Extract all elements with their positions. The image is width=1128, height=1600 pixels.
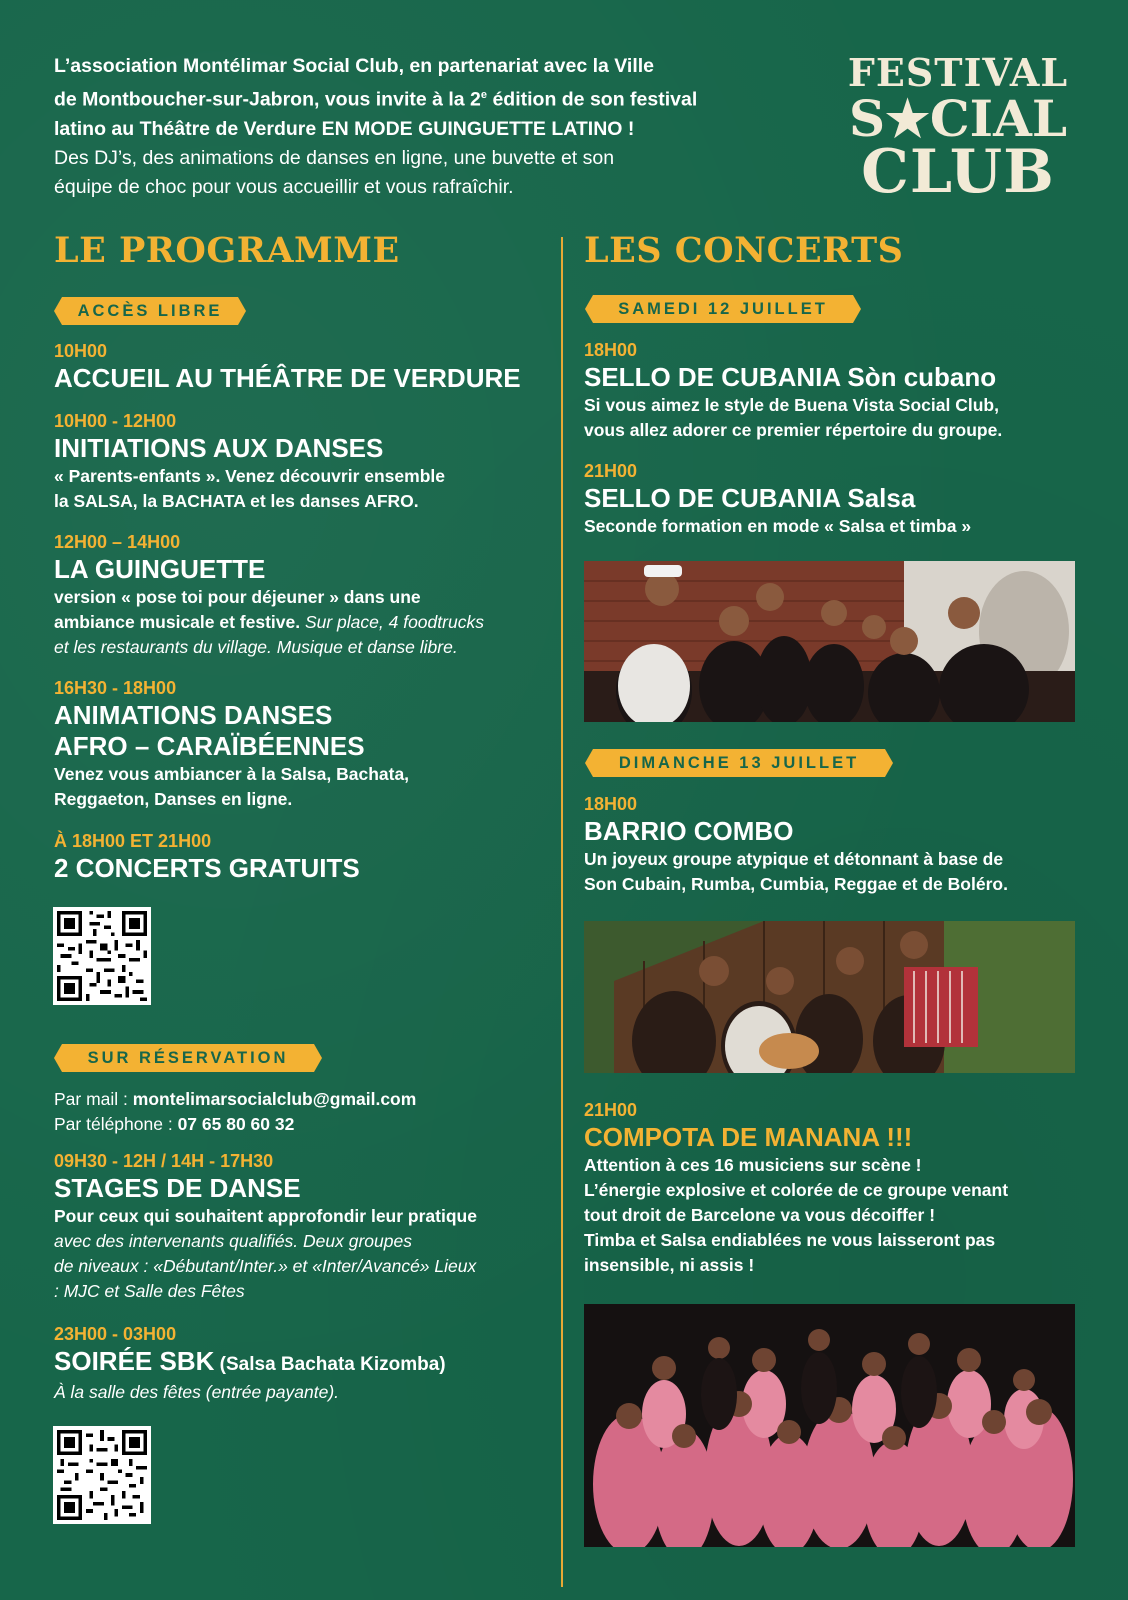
intro-line-3: latino au Théâtre de Verdure EN MODE GUINGUETTE LATINO ! <box>54 117 635 140</box>
item-desc-2: la SALSA, la BACHATA et les danses AFRO. <box>54 491 419 511</box>
item-desc-2-italic: Sur place, 4 foodtrucks <box>300 612 484 632</box>
concert-title: COMPOTA DE MANANA !!! <box>584 1122 913 1152</box>
item-desc-3-italic: et les restaurants du village. Musique et danse libre. <box>54 637 458 657</box>
ribbon-sur-reservation: SUR RÉSERVATION <box>62 1044 314 1072</box>
item-desc-3 <box>54 1254 477 1279</box>
item-desc-1: Venez vous ambiancer à la Salsa, Bachata, <box>54 764 410 784</box>
item-desc-1 <box>54 1380 446 1405</box>
concert-sello-salsa <box>584 459 971 539</box>
concert-desc-1: Attention à ces 16 musiciens sur scène ! <box>584 1155 922 1175</box>
item-desc-4 <box>54 1279 477 1304</box>
concert-title: BARRIO COMBO <box>584 816 794 846</box>
qr-code-reservation[interactable] <box>53 1426 151 1524</box>
concert-desc-1: Si vous aimez le style de Buena Vista Social Club, <box>584 395 999 415</box>
item-desc-4-italic: : MJC et Salle des Fêtes <box>54 1281 245 1301</box>
logo-line-1: FESTIVAL <box>847 50 1069 95</box>
concert-desc-2: L’énergie explosive et colorée de ce groupe venant <box>584 1180 1009 1200</box>
concert-barrio-combo <box>584 792 1008 897</box>
logo-line-3: CLUB <box>861 137 1055 207</box>
item-title-2: AFRO – CARAÏBÉENNES <box>54 731 365 761</box>
intro-line-1: L’association Montélimar Social Club, en partenariat avec la Ville <box>54 55 655 77</box>
contact-mail-label: Par mail : <box>54 1089 133 1109</box>
logo-line-2b: CIAL <box>929 89 1068 148</box>
contact-phone-line <box>54 1112 416 1137</box>
programme-item-stages <box>54 1149 477 1304</box>
band-photo-graphic <box>584 1304 1075 1547</box>
intro-line-4: Des DJ’s, des animations de danses en ligne, une buvette et son <box>54 146 615 169</box>
concert-desc-2: Son Cubain, Rumba, Cumbia, Reggae et de Boléro. <box>584 874 1008 894</box>
concert-title: SELLO DE CUBANIA Sòn cubano <box>584 362 997 392</box>
item-time: 09H30 - 12H / 14H - 17H30 <box>54 1151 274 1171</box>
item-title-small: (Salsa Bachata Kizomba) <box>214 1354 446 1375</box>
item-time: À 18H00 ET 21H00 <box>54 831 212 851</box>
concert-compota <box>584 1098 1008 1278</box>
intro-text <box>54 52 747 202</box>
concert-desc-4: Timba et Salsa endiablées ne vous laisseront pas <box>584 1230 996 1250</box>
photo-compota-de-manana <box>584 1304 1075 1547</box>
item-desc-1: « Parents-enfants ». Venez découvrir ensemble <box>54 466 445 486</box>
concert-time: 21H00 <box>584 1100 638 1120</box>
ribbon-acces-libre: ACCÈS LIBRE <box>62 297 238 325</box>
contact-mail-line <box>54 1087 416 1112</box>
concert-sello-son <box>584 338 1002 443</box>
item-title: STAGES DE DANSE <box>54 1173 301 1203</box>
item-desc-2-bold: ambiance musicale et festive. <box>54 612 301 632</box>
item-title: 2 CONCERTS GRATUITS <box>54 853 360 883</box>
concert-desc-5: insensible, ni assis ! <box>584 1255 755 1275</box>
programme-item-concerts <box>54 829 360 884</box>
concerts-title: LES CONCERTS <box>584 230 904 271</box>
intro-line-5: équipe de choc pour vous accueillir et vous rafraîchir. <box>54 175 514 198</box>
item-title-main: SOIRÉE SBK <box>54 1346 215 1376</box>
concert-title: SELLO DE CUBANIA Salsa <box>584 483 916 513</box>
item-title-1: ANIMATIONS DANSES <box>54 700 333 730</box>
photo-sello-de-cubania <box>584 561 1075 722</box>
programme-item-sbk <box>54 1322 446 1405</box>
item-desc-3 <box>54 635 484 660</box>
qr-code-graphic <box>57 911 147 1001</box>
item-time: 10H00 <box>54 341 108 361</box>
item-title: ACCUEIL AU THÉÂTRE DE VERDURE <box>54 363 521 393</box>
band-photo-graphic <box>584 921 1075 1073</box>
concert-desc-1: Seconde formation en mode « Salsa et timba » <box>584 516 972 536</box>
photo-barrio-combo <box>584 921 1075 1073</box>
programme-title: LE PROGRAMME <box>54 230 400 271</box>
ribbon-samedi: SAMEDI 12 JUILLET <box>593 295 853 323</box>
band-photo-graphic <box>584 561 1075 722</box>
column-divider <box>561 237 563 1587</box>
concert-time: 18H00 <box>584 340 638 360</box>
item-desc-2: Reggaeton, Danses en ligne. <box>54 789 293 809</box>
item-time: 10H00 - 12H00 <box>54 411 177 431</box>
ribbon-dimanche: DIMANCHE 13 JUILLET <box>593 749 885 777</box>
item-time: 23H00 - 03H00 <box>54 1324 177 1344</box>
contact-phone-link[interactable]: 07 65 80 60 32 <box>177 1114 295 1134</box>
programme-item-accueil <box>54 339 521 394</box>
intro-line-2a: de Montboucher-sur-Jabron, vous invite à la 2 <box>54 88 481 111</box>
item-desc-2 <box>54 610 484 635</box>
contact-mail-link[interactable]: montelimarsocialclub@gmail.com <box>132 1089 417 1109</box>
programme-item-initiations <box>54 409 445 514</box>
item-title <box>54 1346 446 1380</box>
intro-line-2-sup: e <box>480 89 488 101</box>
concert-desc-2: vous allez adorer ce premier répertoire du groupe. <box>584 420 1003 440</box>
logo-line-2a: S <box>848 89 886 148</box>
item-time: 16H30 - 18H00 <box>54 678 177 698</box>
item-desc-3-italic: de niveaux : «Débutant/Inter.» et «Inter/Avancé» Lieux <box>54 1256 477 1276</box>
programme-item-animations <box>54 676 409 812</box>
contact-phone-label: Par téléphone : <box>54 1114 178 1134</box>
programme-item-guinguette <box>54 530 484 660</box>
item-desc-2-italic: avec des intervenants qualifiés. Deux groupes <box>54 1231 412 1251</box>
concert-time: 18H00 <box>584 794 638 814</box>
qr-code-graphic <box>57 1430 147 1520</box>
concert-time: 21H00 <box>584 461 638 481</box>
festival-logo <box>842 50 1074 207</box>
item-title: LA GUINGUETTE <box>54 554 266 584</box>
item-desc-2 <box>54 1229 477 1254</box>
concert-desc-1: Un joyeux groupe atypique et détonnant à base de <box>584 849 1004 869</box>
item-desc-1: version « pose toi pour déjeuner » dans une <box>54 587 421 607</box>
item-time: 12H00 – 14H00 <box>54 532 181 552</box>
reservation-contact <box>54 1087 416 1137</box>
concert-desc-3: tout droit de Barcelone va vous décoiffer ! <box>584 1205 936 1225</box>
item-desc-1: Pour ceux qui souhaitent approfondir leur pratique <box>54 1206 477 1226</box>
intro-line-2b: édition de son festival <box>487 88 698 111</box>
qr-code-programme[interactable] <box>53 907 151 1005</box>
item-title: INITIATIONS AUX DANSES <box>54 433 384 463</box>
star-icon: ★ <box>885 89 930 148</box>
item-desc-1-italic: À la salle des fêtes (entrée payante). <box>54 1382 340 1402</box>
